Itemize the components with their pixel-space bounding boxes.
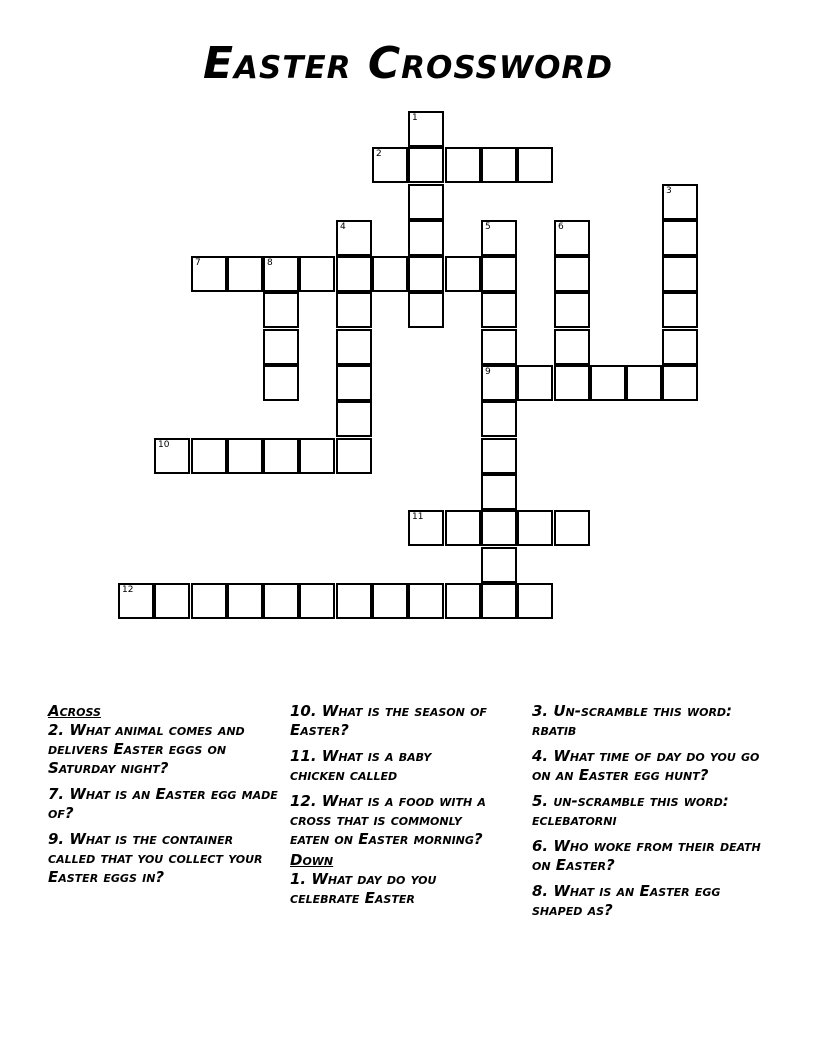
clue-down-3: 3. Un-scramble this word: rbatib xyxy=(532,702,733,739)
clue-number: 2 xyxy=(376,149,382,159)
crossword-cell[interactable] xyxy=(336,329,372,365)
clue-column-2 xyxy=(290,702,490,915)
crossword-cell[interactable] xyxy=(408,256,444,292)
crossword-cell[interactable] xyxy=(662,365,698,401)
crossword-cell[interactable] xyxy=(299,256,335,292)
crossword-cell[interactable] xyxy=(227,438,263,474)
crossword-cell[interactable] xyxy=(299,583,335,619)
crossword-cell[interactable] xyxy=(227,256,263,292)
clue-down-6: 6. Who woke from their death on Easter? xyxy=(532,837,761,874)
clue-number: 9 xyxy=(485,367,491,377)
clue-number: 4 xyxy=(340,222,346,232)
crossword-cell[interactable] xyxy=(372,256,408,292)
crossword-cell[interactable] xyxy=(263,256,299,292)
crossword-cell[interactable] xyxy=(408,147,444,183)
clue-across-12: 12. What is a food with a cross that is commonly eaten on Easter morning? xyxy=(290,792,486,848)
crossword-cell[interactable] xyxy=(408,583,444,619)
crossword-cell[interactable] xyxy=(481,292,517,328)
crossword-cell[interactable] xyxy=(445,510,481,546)
crossword-cell[interactable] xyxy=(263,292,299,328)
crossword-cell[interactable] xyxy=(554,365,590,401)
crossword-cell[interactable] xyxy=(336,256,372,292)
crossword-cell[interactable] xyxy=(554,292,590,328)
crossword-cell[interactable] xyxy=(554,220,590,256)
crossword-cell[interactable] xyxy=(517,147,553,183)
crossword-cell[interactable] xyxy=(336,220,372,256)
crossword-cell[interactable] xyxy=(372,583,408,619)
crossword-cell[interactable] xyxy=(590,365,626,401)
crossword-cell[interactable] xyxy=(263,365,299,401)
down-heading: Down xyxy=(290,851,334,869)
crossword-cell[interactable] xyxy=(517,365,553,401)
clue-number: 3 xyxy=(666,186,672,196)
crossword-cell[interactable] xyxy=(481,510,517,546)
crossword-cell[interactable] xyxy=(662,256,698,292)
crossword-cell[interactable] xyxy=(118,583,154,619)
clue-down-8: 8. What is an Easter egg shaped as? xyxy=(532,882,721,919)
crossword-cell[interactable] xyxy=(662,292,698,328)
crossword-cell[interactable] xyxy=(408,292,444,328)
crossword-cell[interactable] xyxy=(154,583,190,619)
clue-column-3 xyxy=(532,702,768,927)
crossword-cell[interactable] xyxy=(517,510,553,546)
clue-across-2: 2. What animal comes and delivers Easter eggs on Saturday night? xyxy=(48,721,245,777)
clue-across-11: 11. What is a baby chicken called xyxy=(290,747,432,784)
clue-across-7: 7. What is an Easter egg made of? xyxy=(48,785,278,822)
crossword-cell[interactable] xyxy=(445,256,481,292)
crossword-cell[interactable] xyxy=(662,329,698,365)
crossword-cell[interactable] xyxy=(191,438,227,474)
crossword-cell[interactable] xyxy=(481,365,517,401)
crossword-cell[interactable] xyxy=(154,438,190,474)
crossword-cell[interactable] xyxy=(481,583,517,619)
clue-number: 12 xyxy=(122,585,134,595)
clue-number: 7 xyxy=(195,258,201,268)
crossword-cell[interactable] xyxy=(336,583,372,619)
clue-number: 10 xyxy=(158,440,170,450)
crossword-cell[interactable] xyxy=(191,256,227,292)
crossword-cell[interactable] xyxy=(662,220,698,256)
crossword-cell[interactable] xyxy=(481,547,517,583)
crossword-cell[interactable] xyxy=(408,184,444,220)
clue-number: 5 xyxy=(485,222,491,232)
clue-across-10: 10. What is the season of Easter? xyxy=(290,702,487,739)
crossword-cell[interactable] xyxy=(662,184,698,220)
page-title: Easter Crossword xyxy=(202,38,614,89)
clue-column-1 xyxy=(48,702,284,894)
crossword-cell[interactable] xyxy=(481,474,517,510)
crossword-cell[interactable] xyxy=(554,329,590,365)
crossword-cell[interactable] xyxy=(336,401,372,437)
clue-number: 8 xyxy=(267,258,273,268)
crossword-cell[interactable] xyxy=(263,329,299,365)
crossword-cell[interactable] xyxy=(408,111,444,147)
crossword-cell[interactable] xyxy=(336,292,372,328)
clue-down-4: 4. What time of day do you go on an Easter egg hunt? xyxy=(532,747,760,784)
crossword-cell[interactable] xyxy=(191,583,227,619)
crossword-cell[interactable] xyxy=(554,510,590,546)
clue-down-1: 1. What day do you celebrate Easter xyxy=(290,870,437,907)
clue-number: 1 xyxy=(412,113,418,123)
crossword-cell[interactable] xyxy=(336,438,372,474)
crossword-cell[interactable] xyxy=(445,583,481,619)
crossword-cell[interactable] xyxy=(554,256,590,292)
clue-down-5: 5. un-scramble this word: eclebatorni xyxy=(532,792,729,829)
crossword-cell[interactable] xyxy=(445,147,481,183)
across-heading: Across xyxy=(48,702,101,720)
crossword-cell[interactable] xyxy=(481,329,517,365)
crossword-cell[interactable] xyxy=(626,365,662,401)
crossword-cell[interactable] xyxy=(517,583,553,619)
crossword-cell[interactable] xyxy=(481,256,517,292)
crossword-cell[interactable] xyxy=(336,365,372,401)
crossword-cell[interactable] xyxy=(481,401,517,437)
crossword-cell[interactable] xyxy=(372,147,408,183)
crossword-cell[interactable] xyxy=(299,438,335,474)
clue-number: 11 xyxy=(412,512,424,522)
clue-across-9: 9. What is the container called that you collect your Easter eggs in? xyxy=(48,830,263,886)
crossword-cell[interactable] xyxy=(408,220,444,256)
crossword-cell[interactable] xyxy=(263,583,299,619)
crossword-cell[interactable] xyxy=(263,438,299,474)
crossword-cell[interactable] xyxy=(481,438,517,474)
crossword-cell[interactable] xyxy=(408,510,444,546)
crossword-cell[interactable] xyxy=(481,147,517,183)
clue-number: 6 xyxy=(558,222,564,232)
crossword-cell[interactable] xyxy=(227,583,263,619)
crossword-cell[interactable] xyxy=(481,220,517,256)
